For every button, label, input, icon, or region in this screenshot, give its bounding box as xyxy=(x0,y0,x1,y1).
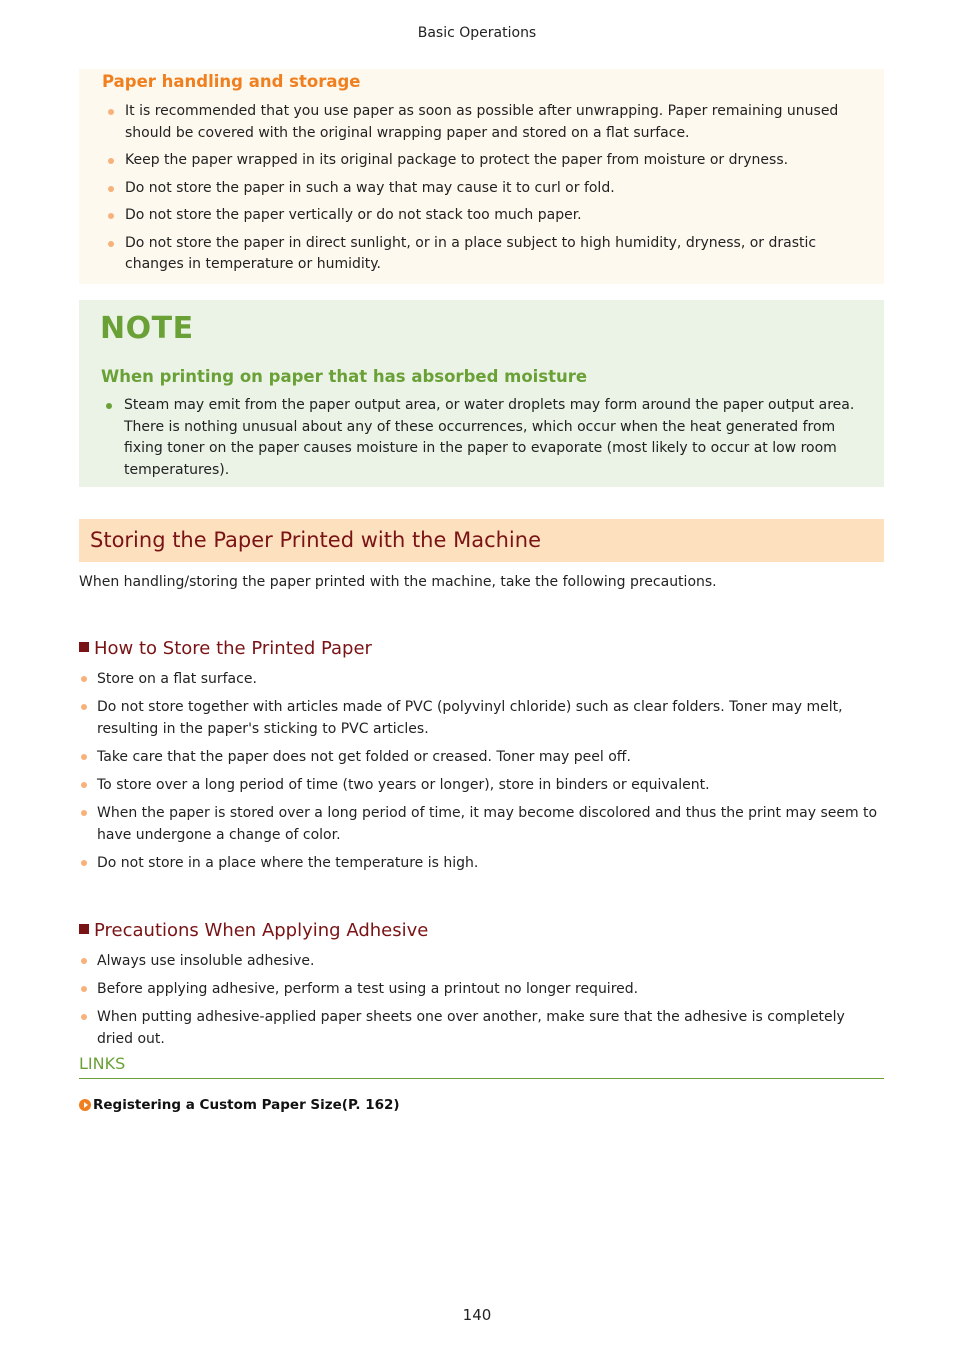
arrow-circle-icon xyxy=(79,1099,91,1111)
bullet-icon xyxy=(108,109,114,115)
running-header: Basic Operations xyxy=(417,25,537,41)
list-item: Store on a flat surface. xyxy=(79,668,884,690)
list-item: Before applying adhesive, perform a test using a printout no longer required. xyxy=(79,978,884,1000)
list-item: When putting adhesive-applied paper sheets one over another, make sure that the adhesive is completely dried out. xyxy=(79,1006,884,1050)
list-item: Do not store in a place where the temperature is high. xyxy=(79,852,884,874)
list-item: Do not store the paper in such a way that may cause it to curl or fold. xyxy=(102,178,861,200)
list-item: Do not store together with articles made of PVC (polyvinyl chloride) such as clear folders. Toner may melt, resulting in the paper's sticking to PVC articles. xyxy=(79,696,884,740)
section-heading-bar xyxy=(79,519,884,562)
list-item: Do not store the paper vertically or do not stack too much paper. xyxy=(102,205,861,227)
link-custom-paper-size[interactable]: Registering a Custom Paper Size(P. 162) xyxy=(79,1095,884,1115)
adhesive-section xyxy=(79,919,884,1056)
list-item: Take care that the paper does not get folded or creased. Toner may peel off. xyxy=(79,746,884,768)
bullet-icon xyxy=(81,676,87,682)
list-item: To store over a long period of time (two years or longer), store in binders or equivalent. xyxy=(79,774,884,796)
bullet-icon xyxy=(81,860,87,866)
subsection-heading: Precautions When Applying Adhesive xyxy=(79,919,884,943)
caution-list xyxy=(102,101,861,276)
adhesive-list xyxy=(79,950,884,1050)
bullet-icon xyxy=(81,754,87,760)
list-item: When the paper is stored over a long period of time, it may become discolored and thus the print may seem to have undergone a change of color. xyxy=(79,802,884,846)
links-section xyxy=(79,1052,884,1115)
list-item: Always use insoluble adhesive. xyxy=(79,950,884,972)
store-printed-section xyxy=(79,637,884,880)
subsection-heading: How to Store the Printed Paper xyxy=(79,637,884,661)
note-box xyxy=(79,300,884,487)
bullet-icon xyxy=(108,158,114,164)
caution-subheading: Paper handling and storage xyxy=(102,72,361,91)
section-title: Storing the Paper Printed with the Machine xyxy=(90,528,541,552)
list-item: It is recommended that you use paper as soon as possible after unwrapping. Paper remaining unused should be covered with the original wrapping paper and stored on a flat surface. xyxy=(102,101,861,144)
bullet-icon xyxy=(108,213,114,219)
section-intro: When handling/storing the paper printed with the machine, take the following precautions. xyxy=(79,574,717,590)
caution-box xyxy=(79,69,884,284)
bullet-icon xyxy=(81,1014,87,1020)
store-printed-list xyxy=(79,668,884,874)
bullet-icon xyxy=(108,186,114,192)
page-number: 140 xyxy=(462,1306,492,1324)
list-item: Keep the paper wrapped in its original package to protect the paper from moisture or dryness. xyxy=(102,150,861,172)
bullet-icon xyxy=(81,704,87,710)
bullet-icon xyxy=(81,810,87,816)
note-subheading: When printing on paper that has absorbed moisture xyxy=(101,367,588,386)
bullet-icon xyxy=(81,958,87,964)
list-item: Do not store the paper in direct sunlight, or in a place subject to high humidity, dryness, or drastic changes in temperature or humidity. xyxy=(102,233,861,276)
square-bullet-icon xyxy=(79,924,89,934)
note-title: NOTE xyxy=(100,311,194,346)
square-bullet-icon xyxy=(79,642,89,652)
bullet-icon xyxy=(106,403,112,409)
list-item: Steam may emit from the paper output area, or water droplets may form around the paper output area. There is nothing unusual about any of these occurrences, which occur when the heat generated from fixing toner on the paper causes moisture in the paper to evaporate (most likely to occur at low room temperatures). xyxy=(100,395,861,481)
bullet-icon xyxy=(81,782,87,788)
bullet-icon xyxy=(108,241,114,247)
bullet-icon xyxy=(81,986,87,992)
links-heading: LINKS xyxy=(79,1052,884,1079)
note-list xyxy=(100,395,861,481)
